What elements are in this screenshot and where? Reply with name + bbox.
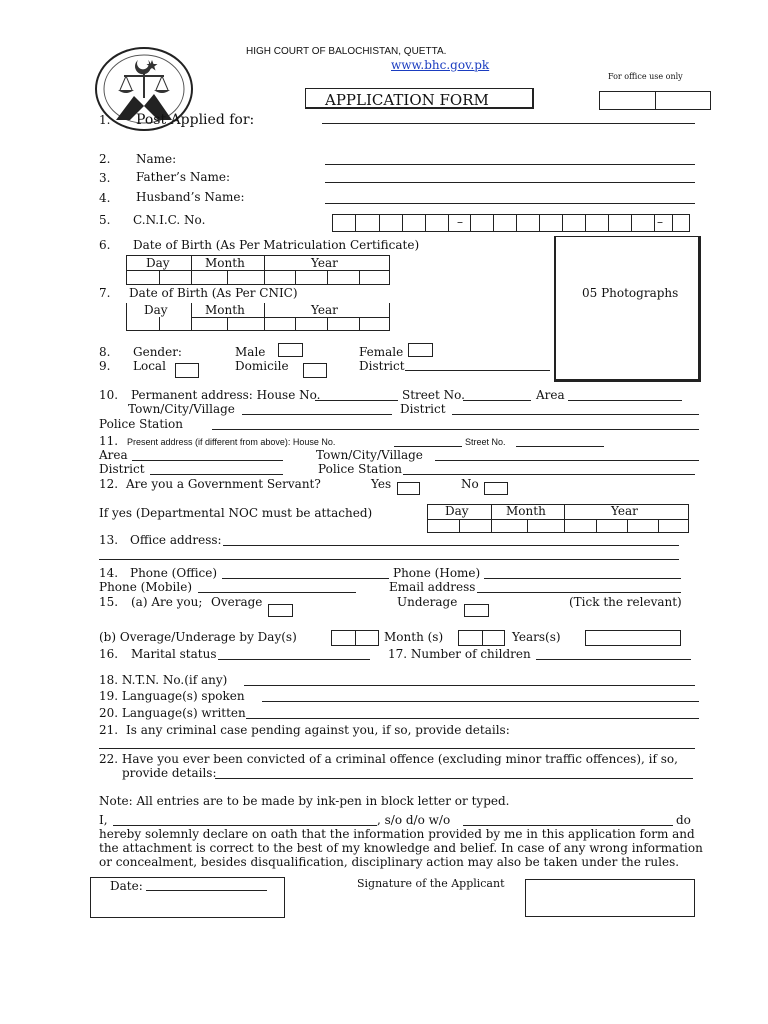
office-address-field-2[interactable] <box>99 559 679 560</box>
noc-label: If yes (Departmental NOC must be attached) <box>99 506 373 520</box>
house-no-field[interactable] <box>315 400 398 401</box>
dob-matric-month: Month <box>205 256 245 270</box>
town-label: Town/City/Village <box>128 402 235 416</box>
children-label: 17. Number of children <box>388 647 531 661</box>
male-checkbox[interactable] <box>278 343 303 357</box>
date-label: Date: <box>110 879 143 893</box>
yes-label: Yes <box>371 477 392 491</box>
q8-num: 8. <box>99 345 111 359</box>
q6-num: 6. <box>99 238 111 252</box>
dob-cnic-boxes[interactable] <box>126 303 390 331</box>
criminal-field[interactable] <box>99 748 695 749</box>
email-label: Email address <box>389 580 476 594</box>
phone-mobile-field[interactable] <box>198 592 356 593</box>
q4-num: 4. <box>99 191 111 205</box>
children-field[interactable] <box>536 659 691 660</box>
photograph-box[interactable] <box>554 236 701 382</box>
months-label: Month (s) <box>384 630 444 644</box>
husband-name-label: Husband’s Name: <box>136 190 245 204</box>
govt-servant-label: Are you a Government Servant? <box>126 477 321 491</box>
provide-details-label: provide details: <box>122 766 217 780</box>
male-label: Male <box>235 345 266 359</box>
decl-i: I, <box>99 813 108 827</box>
q2-num: 2. <box>99 152 111 166</box>
overage-days-boxes[interactable] <box>331 630 379 646</box>
police-station-field[interactable] <box>212 429 699 430</box>
noc-date-boxes[interactable] <box>427 504 689 533</box>
office-address-field[interactable] <box>223 545 679 546</box>
husband-name-field[interactable] <box>325 203 695 204</box>
post-applied-label: Post Applied for: <box>136 112 255 128</box>
area2-field[interactable] <box>132 460 283 461</box>
present-house-field[interactable] <box>394 446 462 447</box>
q14-num: 14. <box>99 566 119 580</box>
phone-office-label: Phone (Office) <box>130 566 218 580</box>
noc-year: Year <box>611 504 638 518</box>
signature-label: Signature of the Applicant <box>357 877 505 890</box>
town-field[interactable] <box>242 414 392 415</box>
decl-do: do <box>676 813 691 827</box>
street-no-field[interactable] <box>463 400 531 401</box>
name-field[interactable] <box>325 164 695 165</box>
office-address-label: Office address: <box>130 533 222 547</box>
local-label: Local <box>133 359 166 373</box>
town2-field[interactable] <box>435 460 699 461</box>
police-station2-field[interactable] <box>403 474 695 475</box>
ntn-label: 18. N.T.N. No.(if any) <box>99 673 228 687</box>
underage-checkbox[interactable] <box>464 604 489 617</box>
district-field[interactable] <box>405 370 550 371</box>
dob-cnic-label: Date of Birth (As Per CNIC) <box>129 286 298 300</box>
cnic-dash-2: – <box>657 215 663 229</box>
years-label: Years(s) <box>512 630 561 644</box>
post-applied-field[interactable] <box>322 123 695 124</box>
dob-matric-boxes[interactable] <box>126 255 390 285</box>
noc-month: Month <box>506 504 546 518</box>
overage-years-box[interactable] <box>585 630 681 646</box>
local-checkbox[interactable] <box>175 363 199 378</box>
overage-months-boxes[interactable] <box>458 630 505 646</box>
street-no-label: Street No. <box>402 388 465 402</box>
criminal-label: Is any criminal case pending against you, if so, provide details: <box>126 723 510 737</box>
decl-name-field[interactable] <box>113 825 377 826</box>
father-name-field[interactable] <box>325 182 695 183</box>
signature-box[interactable] <box>525 879 695 917</box>
district2-field[interactable] <box>452 414 699 415</box>
area2-label: Area <box>99 448 128 462</box>
cnic-label: C.N.I.C. No. <box>133 213 206 227</box>
police-station2-label: Police Station <box>318 462 402 476</box>
lang-spoken-field[interactable] <box>262 701 699 702</box>
district2-label: District <box>400 402 446 416</box>
phone-home-field[interactable] <box>484 578 681 579</box>
domicile-label: Domicile <box>235 359 289 373</box>
q13-num: 13. <box>99 533 119 547</box>
name-label: Name: <box>136 152 177 166</box>
district3-field[interactable] <box>150 474 283 475</box>
form-title: APPLICATION FORM <box>305 88 534 109</box>
q7-num: 7. <box>99 286 111 300</box>
cnic-boxes[interactable] <box>332 214 690 232</box>
female-label: Female <box>359 345 404 359</box>
area-field[interactable] <box>568 400 682 401</box>
q12-num: 12. <box>99 477 119 491</box>
lang-written-field[interactable] <box>246 718 699 719</box>
gender-label: Gender: <box>133 345 182 359</box>
photograph-label: 05 Photographs <box>582 286 679 300</box>
phone-mobile-label: Phone (Mobile) <box>99 580 193 594</box>
office-use-label: For office use only <box>608 72 683 81</box>
lang-spoken-label: 19. Language(s) spoken <box>99 689 245 703</box>
present-address-label: Present address (if different from above): House No. <box>127 437 336 447</box>
town2-label: Town/City/Village <box>316 448 423 462</box>
note-text: Note: All entries are to be made by ink-pen in block letter or typed. <box>99 794 510 808</box>
decl-relation: , s/o d/o w/o <box>377 813 451 827</box>
female-checkbox[interactable] <box>408 343 433 357</box>
present-street-label: Street No. <box>465 437 506 447</box>
tick-relevant-label: (Tick the relevant) <box>569 595 682 609</box>
domicile-checkbox[interactable] <box>303 363 327 378</box>
overage-by-label: (b) Overage/Underage by Day(s) <box>99 630 297 644</box>
decl-relation-field[interactable] <box>463 825 673 826</box>
district-label: District <box>359 359 405 373</box>
district3-label: District <box>99 462 145 476</box>
q1-num: 1. <box>99 113 111 127</box>
marital-field[interactable] <box>218 659 370 660</box>
dob-matric-day: Day <box>146 256 170 270</box>
no-checkbox[interactable] <box>484 482 508 495</box>
no-label: No <box>461 477 479 491</box>
decl-line3: or concealment, besides disqualification, disciplinary action may also be taken under the rules. <box>99 855 680 869</box>
overage-checkbox[interactable] <box>268 604 293 617</box>
dob-matric-label: Date of Birth (As Per Matriculation Certificate) <box>133 238 420 252</box>
office-use-box <box>599 91 711 110</box>
permanent-address-label: Permanent address: House No. <box>131 388 321 402</box>
q10-num: 10. <box>99 388 119 402</box>
q21-num: 21. <box>99 723 119 737</box>
q15-num: 15. <box>99 595 119 609</box>
court-name: HIGH COURT OF BALOCHISTAN, QUETTA. <box>246 46 447 57</box>
area-label: Area <box>536 388 565 402</box>
police-station-label: Police Station <box>99 417 183 431</box>
dob-cnic-month: Month <box>205 303 245 317</box>
overage-label: Overage <box>211 595 263 609</box>
website-link[interactable]: www.bhc.gov.pk <box>391 58 490 72</box>
q5-num: 5. <box>99 213 111 227</box>
q9-num: 9. <box>99 359 111 373</box>
dob-matric-year: Year <box>311 256 338 270</box>
phone-home-label: Phone (Home) <box>393 566 481 580</box>
cnic-dash-1: – <box>457 215 463 229</box>
convicted-field[interactable] <box>215 778 693 779</box>
email-field[interactable] <box>477 592 681 593</box>
date-field[interactable] <box>146 890 267 891</box>
noc-day: Day <box>445 504 469 518</box>
present-street-field[interactable] <box>516 446 604 447</box>
dob-cnic-day: Day <box>144 303 168 317</box>
convicted-label: 22. Have you ever been convicted of a criminal offence (excluding minor traffic offences), if so, <box>99 752 678 766</box>
father-name-label: Father’s Name: <box>136 170 231 184</box>
decl-line1: hereby solemnly declare on oath that the information provided by me in this application form and <box>99 827 695 841</box>
overage-question: (a) Are you; <box>131 595 203 609</box>
lang-written-label: 20. Language(s) written <box>99 706 246 720</box>
marital-label: Marital status <box>131 647 217 661</box>
decl-line2: the attachment is correct to the best of my knowledge and belief. In case of any wrong information <box>99 841 703 855</box>
q3-num: 3. <box>99 171 111 185</box>
q16-num: 16. <box>99 647 119 661</box>
ntn-field[interactable] <box>244 685 695 686</box>
q11-num: 11. <box>99 434 119 448</box>
yes-checkbox[interactable] <box>397 482 420 495</box>
phone-office-field[interactable] <box>222 578 389 579</box>
dob-cnic-year: Year <box>311 303 338 317</box>
underage-label: Underage <box>397 595 458 609</box>
